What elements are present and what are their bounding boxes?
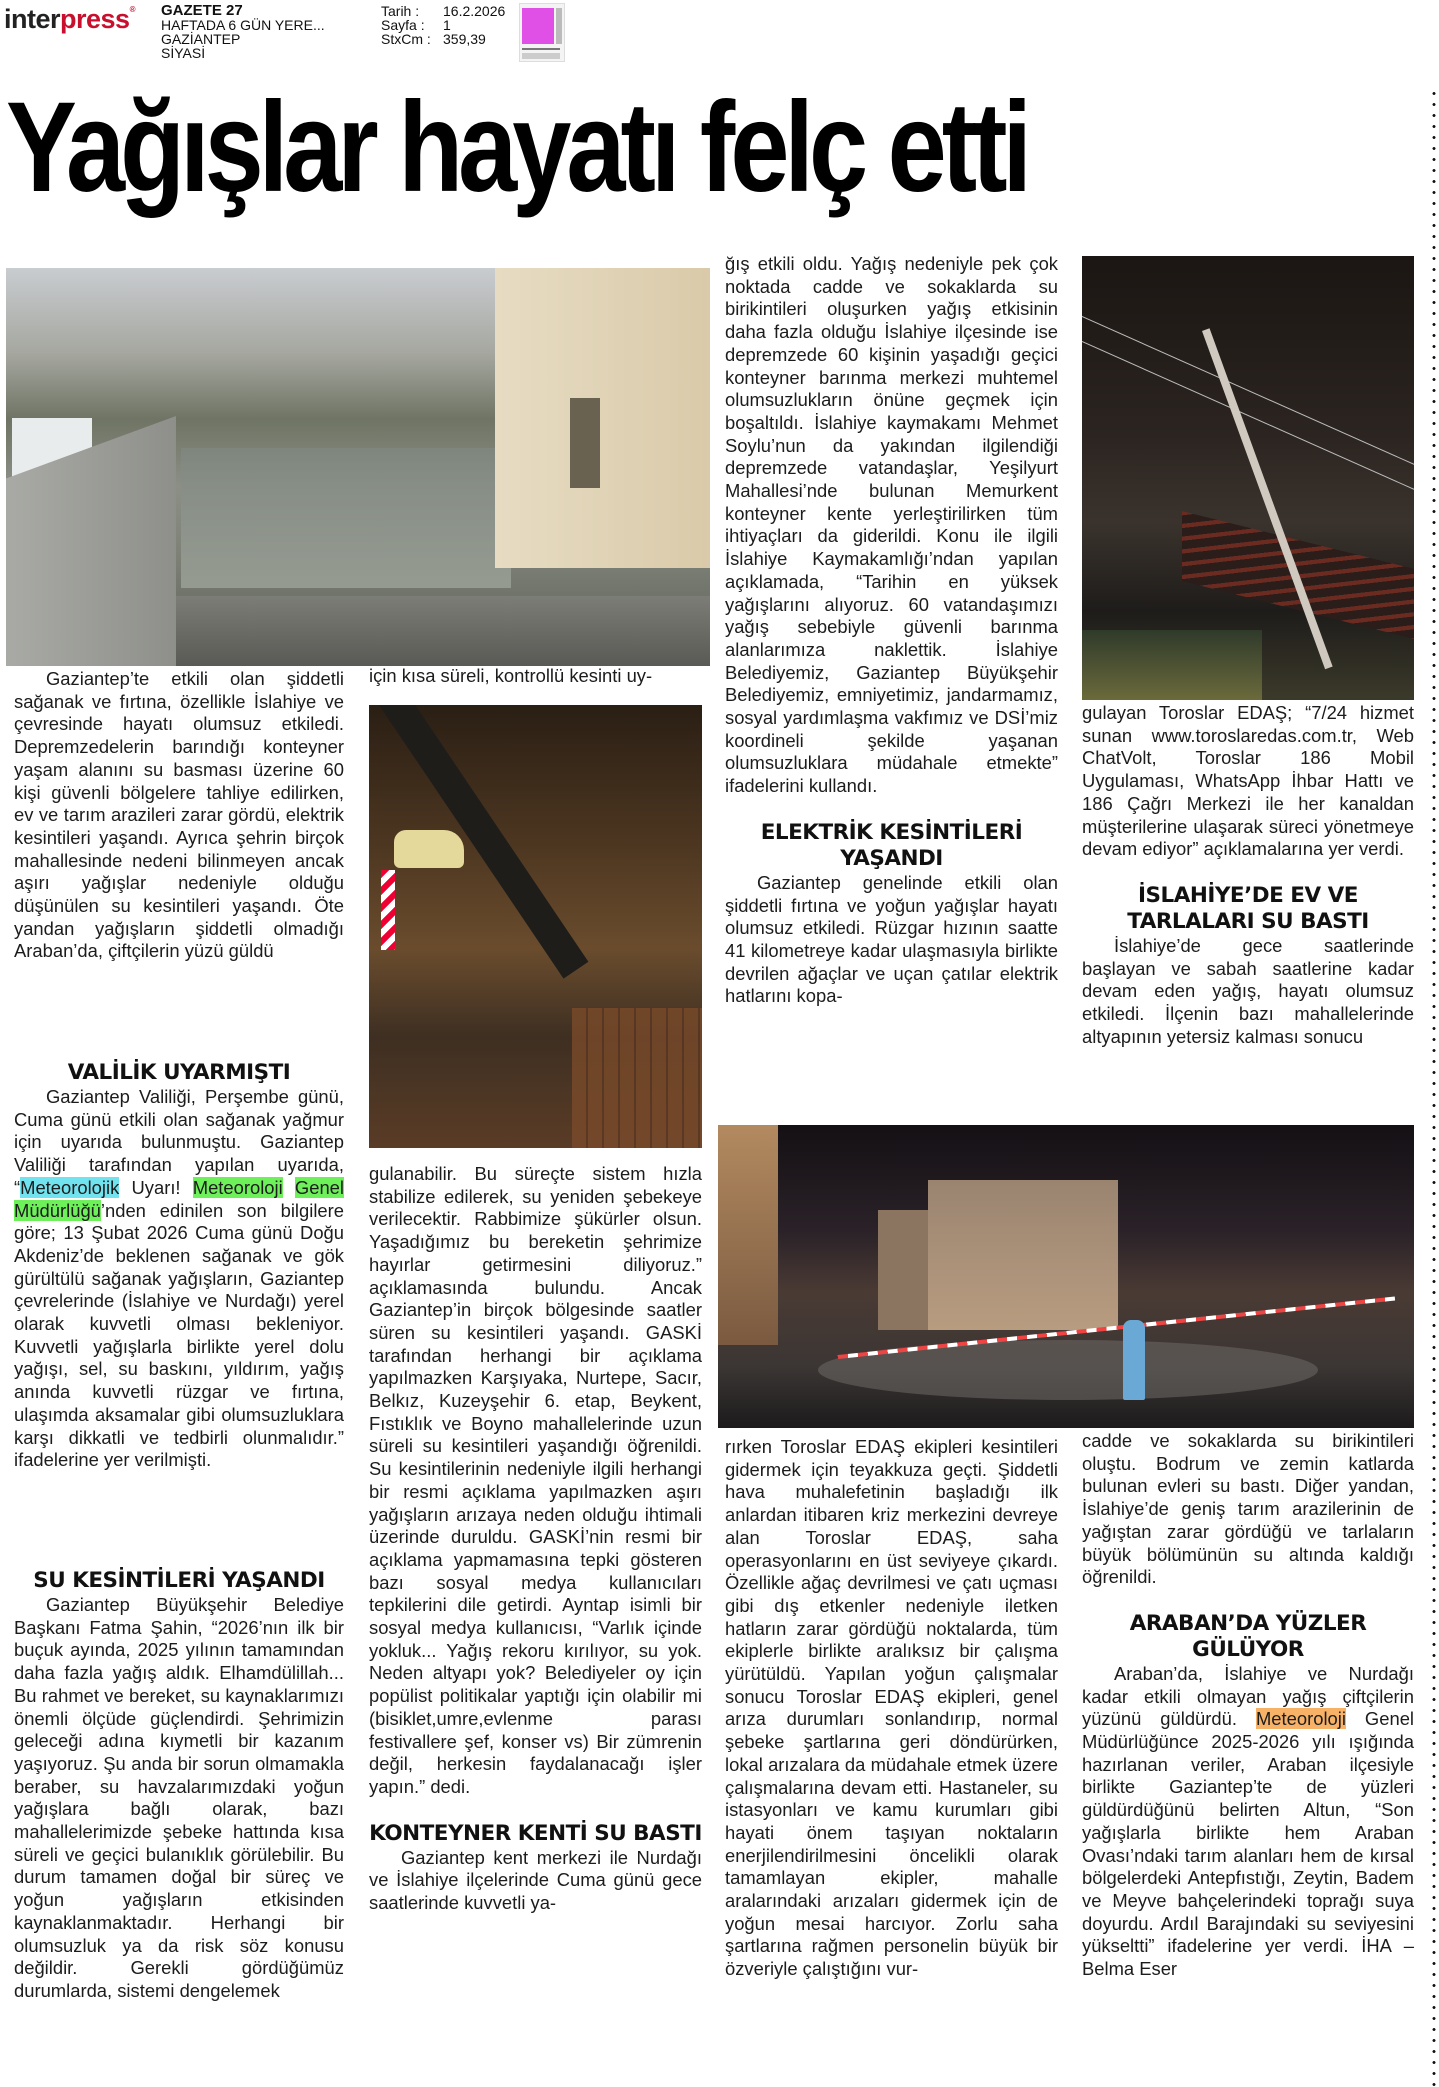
subheading-konteyner: KONTEYNER KENTİ SU BASTI [369,1820,702,1846]
spacer [1082,1589,1414,1611]
building-shape [718,1125,778,1345]
cordoned-street-photo [718,1125,1414,1428]
paragraph-konteyner: Gaziantep kent merkezi ile Nurdağı ve İslahiye ilçelerinde Cuma günü gece saatlerinde kuvvetli ya- [369,1846,702,1914]
registered-mark: ® [129,5,135,14]
article-headline: Yağışlar hayatı felç etti [6,76,1028,219]
spacer [725,798,1058,820]
dotted-page-border [1432,88,1436,2087]
column-3-bottom [725,1436,1058,1981]
paragraph-su-kesintileri: Gaziantep Büyükşehir Belediye Başkanı Fatma Şahin, “2026’nın ilk bir buçuk ayında, 2025 yılının tamamından daha fazla yağış aldık. Elhamdülillah... Bu rahmet ve bereket, su kaynaklarımızı önemli ölçüde güçlendirdi. Şehrimizin geleceği adına kıymetli bir kazanım yaşıyoruz. Şu anda bir sorun olmamakla beraber, su havzalarımızdaki yoğun yağışlara bağlı olarak, bazı mahallelerimizde şebeke hattında kısa süreli ve geçici bulanıklık görülebilir. Bu durum tamamen doğal bir süreç ve yoğun yağışların etkisinden kaynaklanmaktadır. Herhangi bir olumsuzluk ya da risk söz konusu değildir. Gerekli gördüğümüz durumlarda, sistemi dengelemek [14,1594,344,2001]
lead-paragraph: Gaziantep’te etkili olan şiddetli sağanak ve fırtına, özellikle İslahiye ve çevresinde hayatı olumsuz etkiledi. Depremzedelerin barındığı konteyner yaşam alanını su basması üzerine 60 kişi güvenli bölgelere tahliye edilirken, ev ve tarım arazileri zarar gördü, elektrik kesintileri yaşandı. Ayrıca şehrin birçok mahallesinde nedeni bilinmeyen ancak aşırı yağışlar nedeniyle olduğu düşünülen su kesintileri yaşandı. Öte yandan yağışların şiddetli olmadığı Araban’da, çiftçilerin yüzü güldü [14,668,344,962]
column-2-top [369,665,702,688]
subheading-valilik: VALİLİK UYARMIŞTI [67,1060,291,1085]
power-line-shape [1082,316,1414,488]
ground-shape [1082,630,1262,700]
barrier-pole-shape [381,870,395,950]
window-shape [570,398,600,488]
pylon-shape [1202,328,1333,669]
flood-water-shape [181,448,511,588]
building-shape [928,1180,1118,1330]
publication-name: GAZETE 27 [161,2,243,19]
crane-night-repair-photo [369,705,702,1148]
subheading-islahiye-ev: İSLAHİYE’DE EV VE TARLALARI SU BASTI [1127,882,1369,934]
thumbnail-sidebar [556,8,562,44]
highlight-mudurlugu: Müdürlüğü [14,1199,101,1221]
page-thumbnail-icon[interactable] [519,3,565,62]
publication-city: GAZİANTEP [161,31,241,47]
highlight-genel: Genel [294,1176,344,1198]
paragraph-toroslar: rırken Toroslar EDAŞ ekipleri kesintileri gidermek için teyakkuza geçti. Şiddetli hava muhalefetinin başladığı ilk anlardan itibaren kriz merkezini devreye alan Toroslar EDAŞ, saha operasyonlarını en üst seviyeye çıkardı. Özellikle ağaç devrilmesi ve çatı uçması gibi dış etkenler nedeniyle iletken hatların zarar gördüğü noktalarda, tüm ekiplerle birlikte aralıksız bir çalışma yürütüldü. Yapılan yoğun çalışmalar sonucu Toroslar EDAŞ ekipleri, genel arıza durumları sonlandırıp, normal şebeke şartlarına geri döndürürken, lokal arızalara da müdahale etmek üzere çalışmalarına devam etti. Hastaneler, su istasyonları ve kamu kurumları gibi hayati önem taşıyan noktaların enerjilendirilmesini öncelikli olarak tamamlayan ekipler, mahalle aralarındaki arızaları gidermek için de yoğun mesai harcıyor. Zorlu saha şartlarına rağmen personelin büyük bir özveriyle çalıştığını vur- [725,1436,1058,1980]
worker-shape [1123,1320,1145,1400]
paragraph-elektrik: Gaziantep genelinde etkili olan şiddetli fırtına ve yoğun yağışlar hayatı olumsuz etkiledi. Rüzgar hızının saatte 41 kilometreye kadar ulaşmasıyla birlikte devrilen ağaçlar ve uçan çatılar elektrik hatlarını kopa- [725,871,1058,1007]
paragraph-tarlalar: cadde ve sokaklarda su birikintileri oluştu. Bodrum ve zemin katlarda bulunan evleri su bastı. Diğer yandan, İslahiye’de geniş tarım arazilerinin de yağıştan zarar gördüğü ve tarlaların büyük bölümünün su altında kaldığı öğrenildi. [1082,1430,1414,1588]
pavement-shape [572,1008,702,1148]
publication-info [161,4,325,60]
column-4 [1082,702,1414,1048]
spacer [1082,861,1414,883]
meta-date: Tarih : 16.2.2026 [381,3,506,19]
spacer [369,1799,702,1821]
thumbnail-headline [522,48,560,50]
meta-stxcm: StxCm : 359,39 [381,31,486,47]
paragraph-araban: Araban’da, İslahiye ve Nurdağı kadar etkili olmayan yağış çiftçilerin yüzünü güldürdü. Meteoroloji Genel Müdürlüğünce 2025-2026 yılı ışığında hazırlanan veriler, Araban ilçesiyle birlikte Gaziantep’te de yüzleri güldürdüğünü belirten Altun, “Son yağışlarla birlikte hem Araban Ovası’ndaki tarım alanları hem de kırsal bölgelerdeki Antepfıstığı, Zeytin, Badem ve Meyve bahçelerindeki toprağı suya doyurdu. Ardıl Barajındaki su seviyesini yükseltti” ifadelerine yer verdi. İHA – Belma Eser [1082,1662,1415,1980]
subheading-elektrik: ELEKTRİK KESİNTİLERİ YAŞANDI [760,819,1023,871]
meta-page: Sayfa : 1 [381,17,451,33]
logo-part-press: press [60,4,130,34]
thumbnail-highlight [522,8,554,44]
column-3 [725,253,1058,1008]
wall-shape [176,596,710,666]
paragraph-islahiye-evacuation: ğış etkili oldu. Yağış nedeniyle pek çok noktada cadde ve sokaklarda su birikintileri oluşurken yağış etkisinin daha fazla olduğu İslahiye ilçesinde ise depremzede 60 kişinin yaşadığı geçici konteyner barınma merkezi muhtemel olumsuzlukların önüne geçmek için boşaltıldı. İslahiye kaymakamı Mehmet Soylu’nun da yakından ilgilendiği depremzede vatandaşlar, Yeşilyurt Mahallesi’nde bulunan Memurkent konteyner kente yerleştirilirken tüm ihtiyaçları da giderildi. Konu ile ilgili İslahiye Kaymakamlığı’ndan yapılan açıklamada, “Tarihin en yüksek yağışlarını alıyoruz. 60 vatandaşımızı yağış sebebiyle güvenli barınma alanlarımıza naklettik. İslahiye Belediyemiz, Gaziantep Büyükşehir Belediyemiz, emniyetimiz, jandarmamız, sosyal yardımlaşma vakfımız ve DSİ’miz koordineli şekilde yaşanan olumsuzluklara müdahale etmekte” ifadelerini kullandı. [725,253,1058,797]
publication-category: SİYASİ [161,45,206,61]
column-2 [369,1163,702,1915]
clipping-meta [381,4,505,46]
flooded-courtyard-photo [6,268,710,666]
highlight-meteorolojik: Meteorolojik [20,1176,120,1198]
subheading-araban: ARABAN’DA YÜZLER GÜLÜYOR [1129,1610,1367,1662]
column-4-bottom [1082,1430,1414,1981]
column-1-section-su [14,1568,344,2003]
building-shape [495,268,710,568]
paragraph-gaski: gulanabilir. Bu süreçte sistem hızla stabilize edilerek, su yeniden şebekeye verilecektir. Rabbimize şükürler olsun. Yaşadığımız bu bereketin şehrimize hayırlar getirmesini diliyoruz.” açıklamasında bulundu. Ancak Gaziantep’in birçok bölgesinde saatler süren su kesintileri yaşandı. GASKİ tarafından herhangi bir açıklama yapılmazken Karşıyaka, Nurtepe, Sacır, Belkız, Kuzeyşehir 6. etap, Beykent, Fıstıklık ve Boyno mahallelerinde uzun süreli su kesintileri yaşandığı öğrenildi. Su kesintilerinin nedeniyle ilgili herhangi bir resmi açıklama yapılmazken aşırı yağışların arızaya neden olduğu ihtimali üzerinde duruldu. GASKİ’nin resmi bir açıklama yapmamasına tepki gösteren bazı sosyal medya kullanıcıları tepkilerini dile getirdi. Ayntap isimli bir sosyal medya kullanıcısı, “Varlık içinde yokluk... Yağış rekoru kırılıyor, su yok. Neden altyapı yok? Belediyeler oy için popülist politikalar yaptığı için olabilir mi (bisiklet,umre,evlenme parası festivallere şef, konser vs) Bir zümrenin değil, herkesin faydalanacağı işler yapın.” dedi. [369,1163,702,1797]
paragraph-islahiye-ev: İslahiye’de gece saatlerinde başlayan ve sabah saatlerine kadar devam eden yağış, hayatı olumsuz etkiledi. İlçenin bazı mahallelerinde altyapının yetersiz kalması sonucu [1082,934,1414,1047]
paragraph-toroslar-channels: gulayan Toroslar EDAŞ; “7/24 hizmet sunan www.toroslaredas.com.tr, Web ChatVolt, Toroslar 186 Mobil Uygulaması, WhatsApp İhbar Hattı ve 186 Çağrı Merkezi ile her kanaldan müşterilerine ulaşarak süreci yönetmeye devam ediyor” açıklamalarına yer verdi. [1082,702,1414,860]
logo-part-inter: inter [4,4,61,34]
subheading-su-kesintileri: SU KESİNTİLERİ YAŞANDI [33,1568,325,1593]
highlight-meteoroloji: Meteoroloji [192,1176,283,1198]
column-1 [14,668,344,963]
column-1-section-valilik [14,1060,344,1472]
interpress-logo [4,6,135,33]
car-shape [394,830,464,868]
publication-frequency: HAFTADA 6 GÜN YERE... [161,17,325,33]
thumbnail-text [522,53,560,59]
continued-line: için kısa süreli, kontrollü kesinti uy- [369,665,653,686]
paragraph-valilik: Gaziantep Valiliği, Perşembe günü, Cuma günü etkili olan sağanak yağmur için uyarıda bulunmuştu. Gaziantep Valiliği tarafından yapılan uyarıda, “Meteorolojik Uyarı! Meteoroloji Genel Müdürlüğü’nden edinilen son bilgilere göre; 13 Şubat 2026 Cuma günü Doğu Akdeniz’de beklenen sağanak ve gök gürültülü sağanak yağışların, Gaziantep çevrelerinde (İslahiye ve Nurdağı) yerel olarak kuvvetli olması bekleniyor. Kuvvetli yağışlarla birlikte yerel dolu yağışı, sel, su baskını, yıldırım, yağış anında kuvvetli rüzgar ve fırtına, ulaşımda aksamalar gibi olumsuzluklara karşı dikkatli ve tedbirli olunmalıdır.” ifadelerine yer verilmişti. [14,1086,344,1471]
toppled-power-pole-photo [1082,256,1414,700]
power-line-shape [1082,341,1414,513]
highlight-meteoroloji-orange: Meteoroloji [1255,1708,1346,1730]
